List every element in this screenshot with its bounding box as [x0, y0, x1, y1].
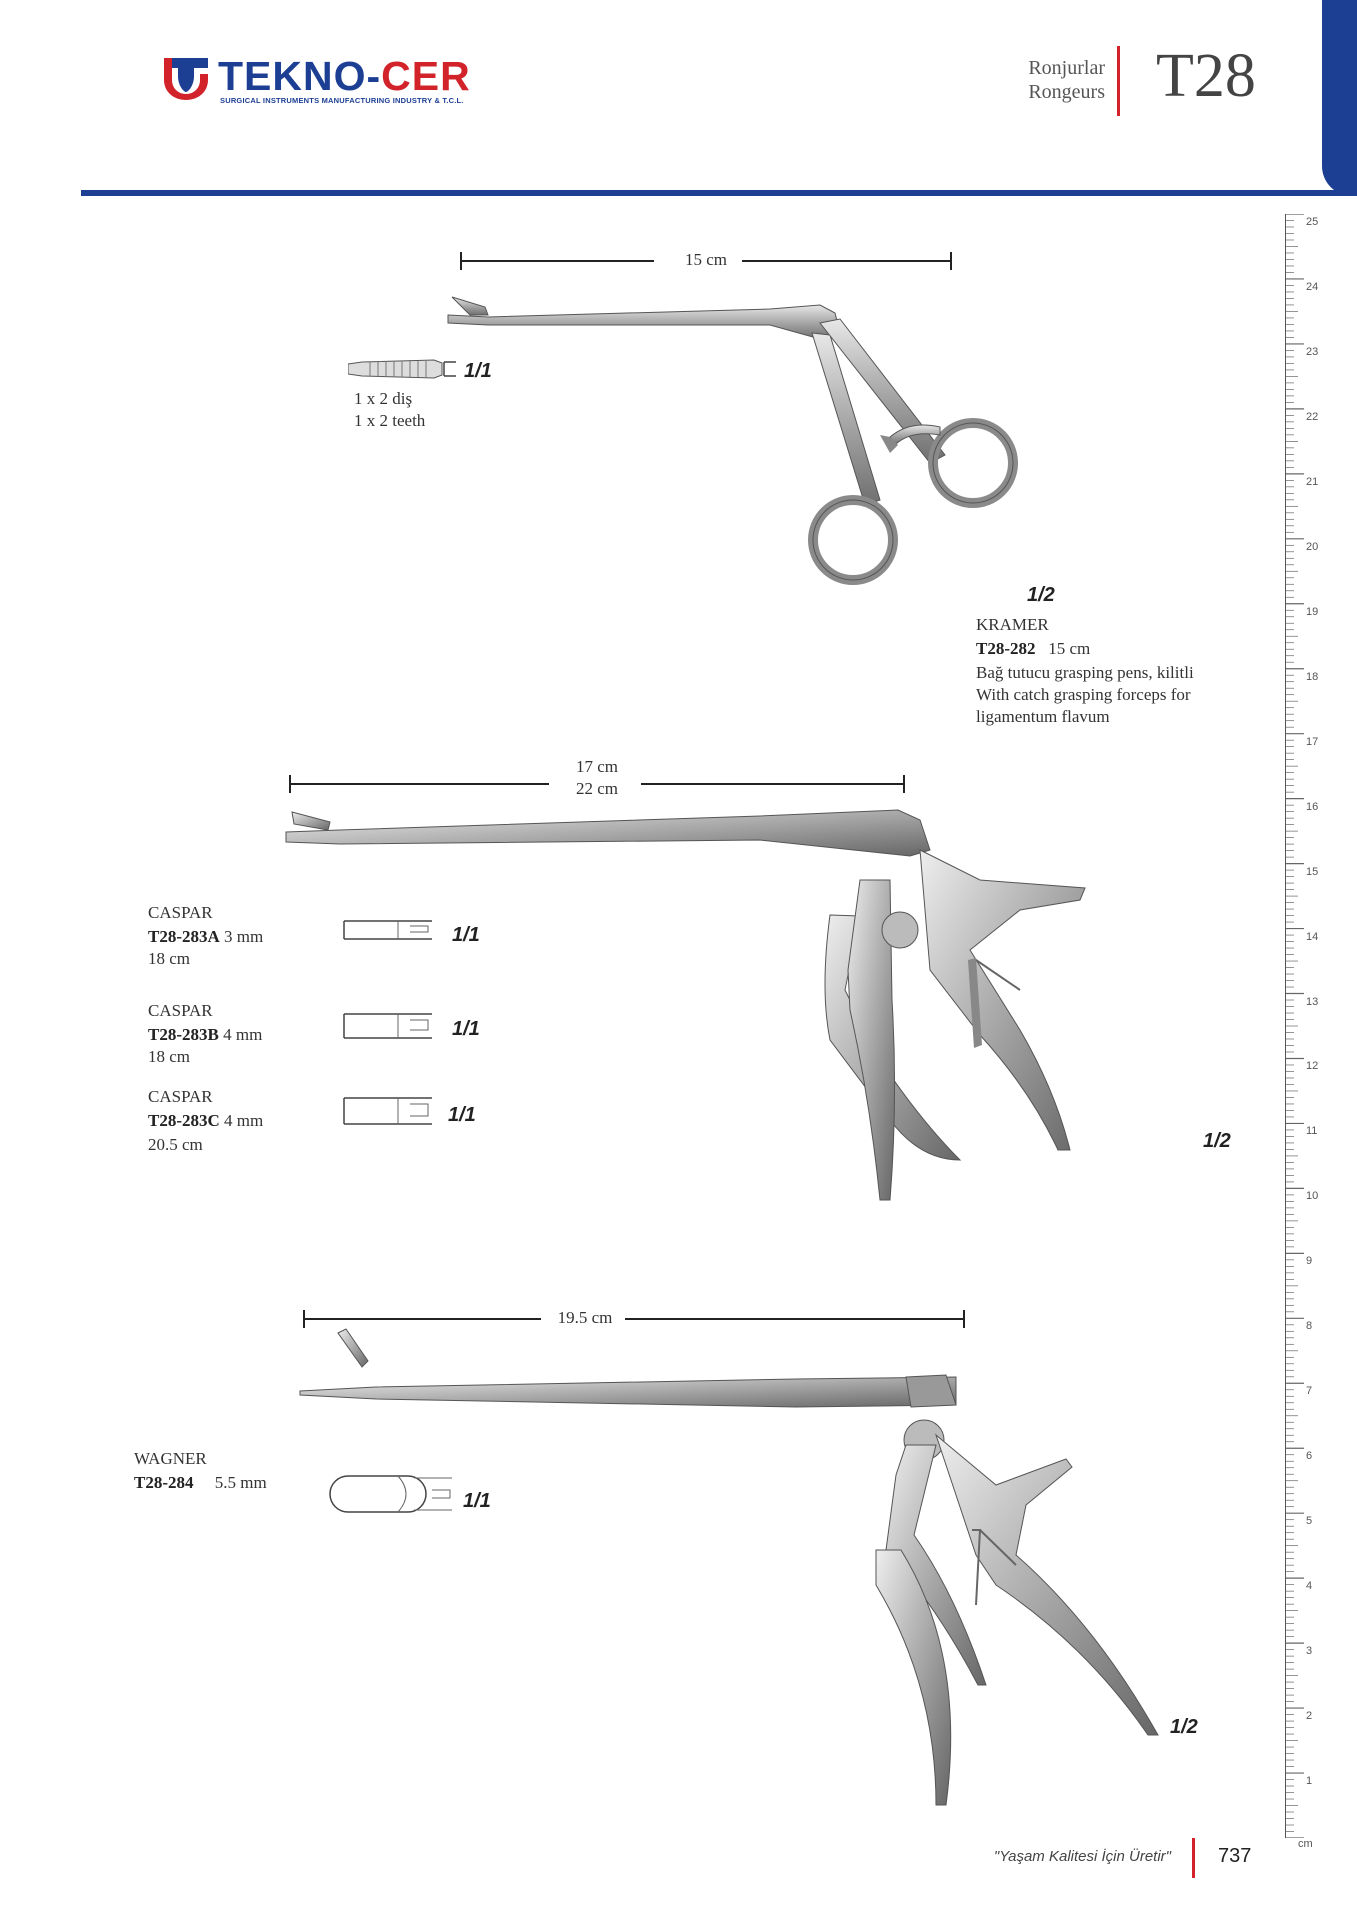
tip-scale-label: 1/1	[448, 1104, 476, 1126]
ruler-label: 13	[1306, 995, 1319, 1008]
ruler-label: 21	[1306, 475, 1319, 488]
product-desc-en-1: With catch grasping forceps for	[976, 685, 1191, 704]
product-desc-en-2: ligamentum flavum	[976, 707, 1110, 726]
ruler-label: 10	[1306, 1190, 1319, 1203]
category-tr: Ronjurlar	[1028, 57, 1105, 79]
tip-note-tr: 1 x 2 diş	[354, 389, 413, 408]
ruler-label: 24	[1306, 280, 1319, 293]
product-size: 3 mm	[224, 927, 264, 946]
header-divider	[1117, 46, 1120, 116]
product-length: 20.5 cm	[148, 1135, 203, 1154]
header-rule	[81, 190, 1357, 196]
dimension-caspar	[289, 757, 905, 798]
ruler-label: 19	[1306, 605, 1319, 618]
brand-tagline: SURGICAL INSTRUMENTS MANUFACTURING INDUSTRY & T.C.L.	[220, 96, 464, 105]
ruler-label: 12	[1306, 1060, 1319, 1073]
kramer-forceps-image	[440, 285, 1210, 615]
ruler-unit: cm	[1298, 1838, 1313, 1850]
ruler-label: 18	[1306, 670, 1319, 683]
tip-detail-image	[342, 1096, 437, 1126]
ruler-label: 5	[1306, 1515, 1313, 1528]
ruler-label: 6	[1306, 1450, 1313, 1463]
header-corner-band	[1322, 0, 1357, 196]
ruler-label: 2	[1306, 1710, 1313, 1723]
image-scale-label: 1/2	[1203, 1130, 1231, 1152]
dimension-wagner	[303, 1310, 965, 1326]
tip-detail-image	[342, 1012, 437, 1040]
ruler-label: 22	[1306, 410, 1319, 423]
product-code-line	[134, 1472, 267, 1494]
ruler-ticks	[1286, 214, 1312, 1838]
ruler-label: 17	[1306, 735, 1319, 748]
brand-mark-icon	[160, 54, 212, 102]
ruler-label: 7	[1306, 1385, 1313, 1398]
brand-logo	[160, 52, 500, 112]
cm-ruler	[1285, 214, 1312, 1838]
tip-scale-label: 1/1	[452, 1018, 480, 1040]
dimension-kramer	[460, 252, 952, 268]
category-title	[1028, 56, 1105, 104]
product-name: CASPAR	[148, 1087, 213, 1106]
product-size: 4 mm	[224, 1111, 264, 1130]
product-size: 4 mm	[223, 1025, 263, 1044]
ruler-label: 4	[1306, 1580, 1313, 1593]
category-en: Rongeurs	[1028, 81, 1105, 103]
product-name: WAGNER	[134, 1449, 207, 1468]
footer-divider	[1192, 1838, 1195, 1878]
ruler-label: 15	[1306, 865, 1319, 878]
ruler-label: 9	[1306, 1255, 1313, 1268]
product-size: 5.5 mm	[214, 1473, 267, 1492]
product-code-line	[976, 638, 1090, 660]
kramer-tip-detail-image	[348, 358, 458, 380]
ruler-label: 11	[1306, 1125, 1318, 1138]
dimension-label-1: 17 cm	[575, 757, 619, 776]
brand-name: TEKNO-CER	[218, 53, 471, 99]
product-code: T28-283C	[148, 1111, 220, 1130]
product-code-line	[148, 926, 263, 948]
ruler-label: 20	[1306, 540, 1319, 553]
product-code-line	[148, 1024, 262, 1046]
ruler-label: 14	[1306, 930, 1319, 943]
page-number: 737	[1218, 1845, 1252, 1867]
tip-scale-label: 1/1	[464, 360, 492, 382]
ruler-label: 8	[1306, 1320, 1313, 1333]
dimension-label-2: 22 cm	[575, 779, 619, 798]
tip-scale-label: 1/1	[452, 924, 480, 946]
image-scale-label: 1/2	[1027, 584, 1055, 606]
product-name: KRAMER	[976, 615, 1049, 634]
product-desc-tr: Bağ tutucu grasping pens, kilitli	[976, 663, 1194, 682]
image-scale-label: 1/2	[1170, 1716, 1198, 1738]
product-code: T28-282	[976, 639, 1036, 658]
product-code-line	[148, 1110, 263, 1132]
product-code: T28-283B	[148, 1025, 219, 1044]
tip-detail-image	[342, 918, 437, 942]
caspar-rongeur-image	[280, 800, 1100, 1210]
ruler-label: 23	[1306, 345, 1319, 358]
product-code: T28-283A	[148, 927, 220, 946]
product-length: 18 cm	[148, 1047, 191, 1066]
product-size: 15 cm	[1048, 639, 1091, 658]
tip-note-en: 1 x 2 teeth	[354, 411, 426, 430]
product-name: CASPAR	[148, 1001, 213, 1020]
product-name: CASPAR	[148, 903, 213, 922]
product-length: 18 cm	[148, 949, 191, 968]
dimension-label: 15 cm	[684, 250, 728, 269]
product-code: T28-284	[134, 1473, 194, 1492]
ruler-label: 16	[1306, 800, 1319, 813]
tip-scale-label: 1/1	[463, 1490, 491, 1512]
ruler-label: 1	[1306, 1775, 1313, 1788]
section-code: T28	[1156, 42, 1256, 110]
ruler-label: 3	[1306, 1645, 1313, 1658]
footer-slogan: "Yaşam Kalitesi İçin Üretir"	[993, 1848, 1171, 1865]
tip-detail-image	[328, 1474, 456, 1514]
wagner-rongeur-image	[296, 1325, 1196, 1825]
ruler-label: 25	[1306, 216, 1319, 228]
dimension-label: 19.5 cm	[557, 1308, 613, 1327]
